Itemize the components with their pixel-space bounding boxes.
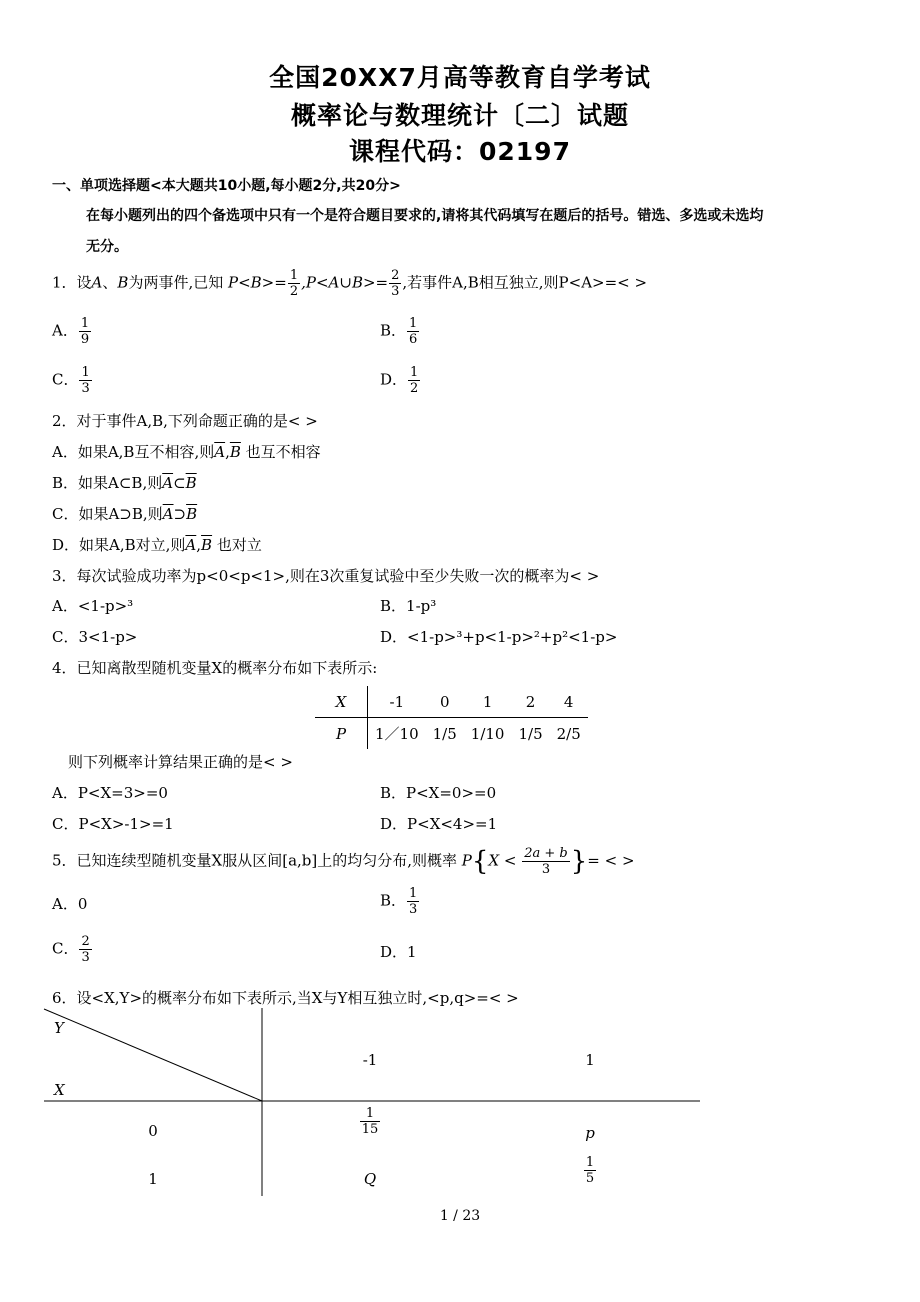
q2-option-d: D．如果A,B对立,则$\overline{A},\overline{B}$ 也对立 bbox=[52, 536, 262, 554]
section-instruction-1: 在每小题列出的四个备选项中只有一个是符合题目要求的,请将其代码填写在题后的括号。错选、多选或未选均 bbox=[86, 208, 764, 224]
table-diagonal-line bbox=[44, 1009, 262, 1101]
joint-table-cell: p bbox=[585, 1124, 595, 1142]
question-4-stem: 4．已知离散型随机变量X的概率分布如下表所示: bbox=[52, 659, 378, 677]
q3-option-d: D．<1-p>³+p<1-p>²+p²<1-p> bbox=[380, 628, 618, 646]
section-heading: 一、单项选择题<本大题共10小题,每小题2分,共20分> bbox=[52, 178, 401, 194]
table-cell: 1/10 bbox=[470, 724, 505, 743]
question-4-substem: 则下列概率计算结果正确的是< > bbox=[68, 753, 293, 771]
table-row-label: P bbox=[315, 718, 368, 750]
joint-table-row-header: 1 bbox=[148, 1170, 158, 1188]
table-cell: 1/5 bbox=[518, 724, 543, 743]
exam-title: 全国20XX7月高等教育自学考试 bbox=[269, 63, 651, 92]
q3-option-c: C．3<1-p> bbox=[52, 628, 138, 646]
section-instruction-2: 无分。 bbox=[86, 239, 128, 255]
joint-table-x-label: X bbox=[54, 1081, 65, 1099]
table-cell: 1 bbox=[464, 686, 512, 718]
q4-option-d: D．P<X<4>=1 bbox=[380, 815, 498, 833]
table-row-label: X bbox=[315, 686, 368, 718]
joint-table-cell: $\frac{1}{5}$ bbox=[585, 1155, 595, 1186]
q3-option-b: B．1-p³ bbox=[380, 597, 437, 615]
q2-option-c: C．如果A⊃B,则$\overline{A}⊃\overline{B}$ bbox=[52, 505, 198, 523]
joint-table-col-header: 1 bbox=[585, 1051, 595, 1069]
table-cell: -1 bbox=[368, 686, 426, 718]
q4-option-b: B．P<X=0>=0 bbox=[380, 784, 497, 802]
table-cell: 2 bbox=[511, 686, 549, 718]
question-1-stem: 1．设A、B为两事件,已知 P<B>= $\frac{1}{2}$ ,P<A∪B>= $\frac{2}{3}$ ,若事件A,B相互独立,则P<A>=< > bbox=[52, 268, 648, 299]
joint-table-col-header: -1 bbox=[362, 1051, 378, 1069]
table-cell: 1／10 bbox=[375, 725, 419, 743]
q2-option-a: A．如果A,B互不相容,则$\overline{A},\overline{B}$ 也互不相容 bbox=[52, 443, 321, 461]
question-3-stem: 3．每次试验成功率为p<0<p<1>,则在3次重复试验中至少失败一次的概率为< > bbox=[52, 567, 600, 585]
question-2-stem: 2．对于事件A,B,下列命题正确的是< > bbox=[52, 412, 318, 430]
joint-table-cell: Q bbox=[363, 1170, 377, 1188]
q5-option-a: A．0 bbox=[52, 895, 88, 913]
q5-option-d: D．1 bbox=[380, 943, 417, 961]
course-code: 课程代码：02197 bbox=[349, 137, 571, 166]
fraction: $\frac{1}{2}$ bbox=[289, 268, 299, 299]
q5-option-c: C． $\frac{2}{3}$ bbox=[52, 934, 90, 965]
table-cell: 2/5 bbox=[556, 724, 581, 743]
q1-option-a: A． $\frac{1}{9}$ bbox=[52, 316, 90, 347]
page-number: 1 / 23 bbox=[439, 1208, 481, 1224]
q3-option-a: A．<1-p>³ bbox=[52, 597, 134, 615]
q4-option-c: C．P<X>-1>=1 bbox=[52, 815, 174, 833]
question-5-stem: 5．已知连续型随机变量X服从区间[a,b]上的均匀分布,则概率 P{X < $\frac{2a + b}{3}$ }= < > bbox=[52, 846, 635, 877]
exam-subject: 概率论与数理统计〔二〕试题 bbox=[290, 101, 629, 130]
table-cell: 1/5 bbox=[432, 724, 457, 743]
q1-option-b: B． $\frac{1}{6}$ bbox=[380, 316, 418, 347]
joint-table-y-label: Y bbox=[54, 1019, 64, 1037]
q4-option-a: A．P<X=3>=0 bbox=[52, 784, 168, 802]
fraction: $\frac{2}{3}$ bbox=[391, 268, 400, 299]
table-cell: 0 bbox=[426, 686, 464, 718]
table-cell: 4 bbox=[550, 686, 588, 718]
joint-table-row-header: 0 bbox=[148, 1122, 158, 1140]
q1-option-c: C． $\frac{1}{3}$ bbox=[52, 365, 90, 396]
q1-option-d: D． $\frac{1}{2}$ bbox=[380, 365, 419, 396]
question-6-stem: 6．设<X,Y>的概率分布如下表所示,当X与Y相互独立时,<p,q>=< > bbox=[52, 989, 519, 1007]
q2-option-b: B．如果A⊂B,则$\overline{A}\subset\overline{B}$ bbox=[52, 474, 197, 492]
q5-option-b: B． $\frac{1}{3}$ bbox=[380, 886, 418, 917]
joint-table-cell: $\frac{1}{15}$ bbox=[361, 1106, 379, 1137]
